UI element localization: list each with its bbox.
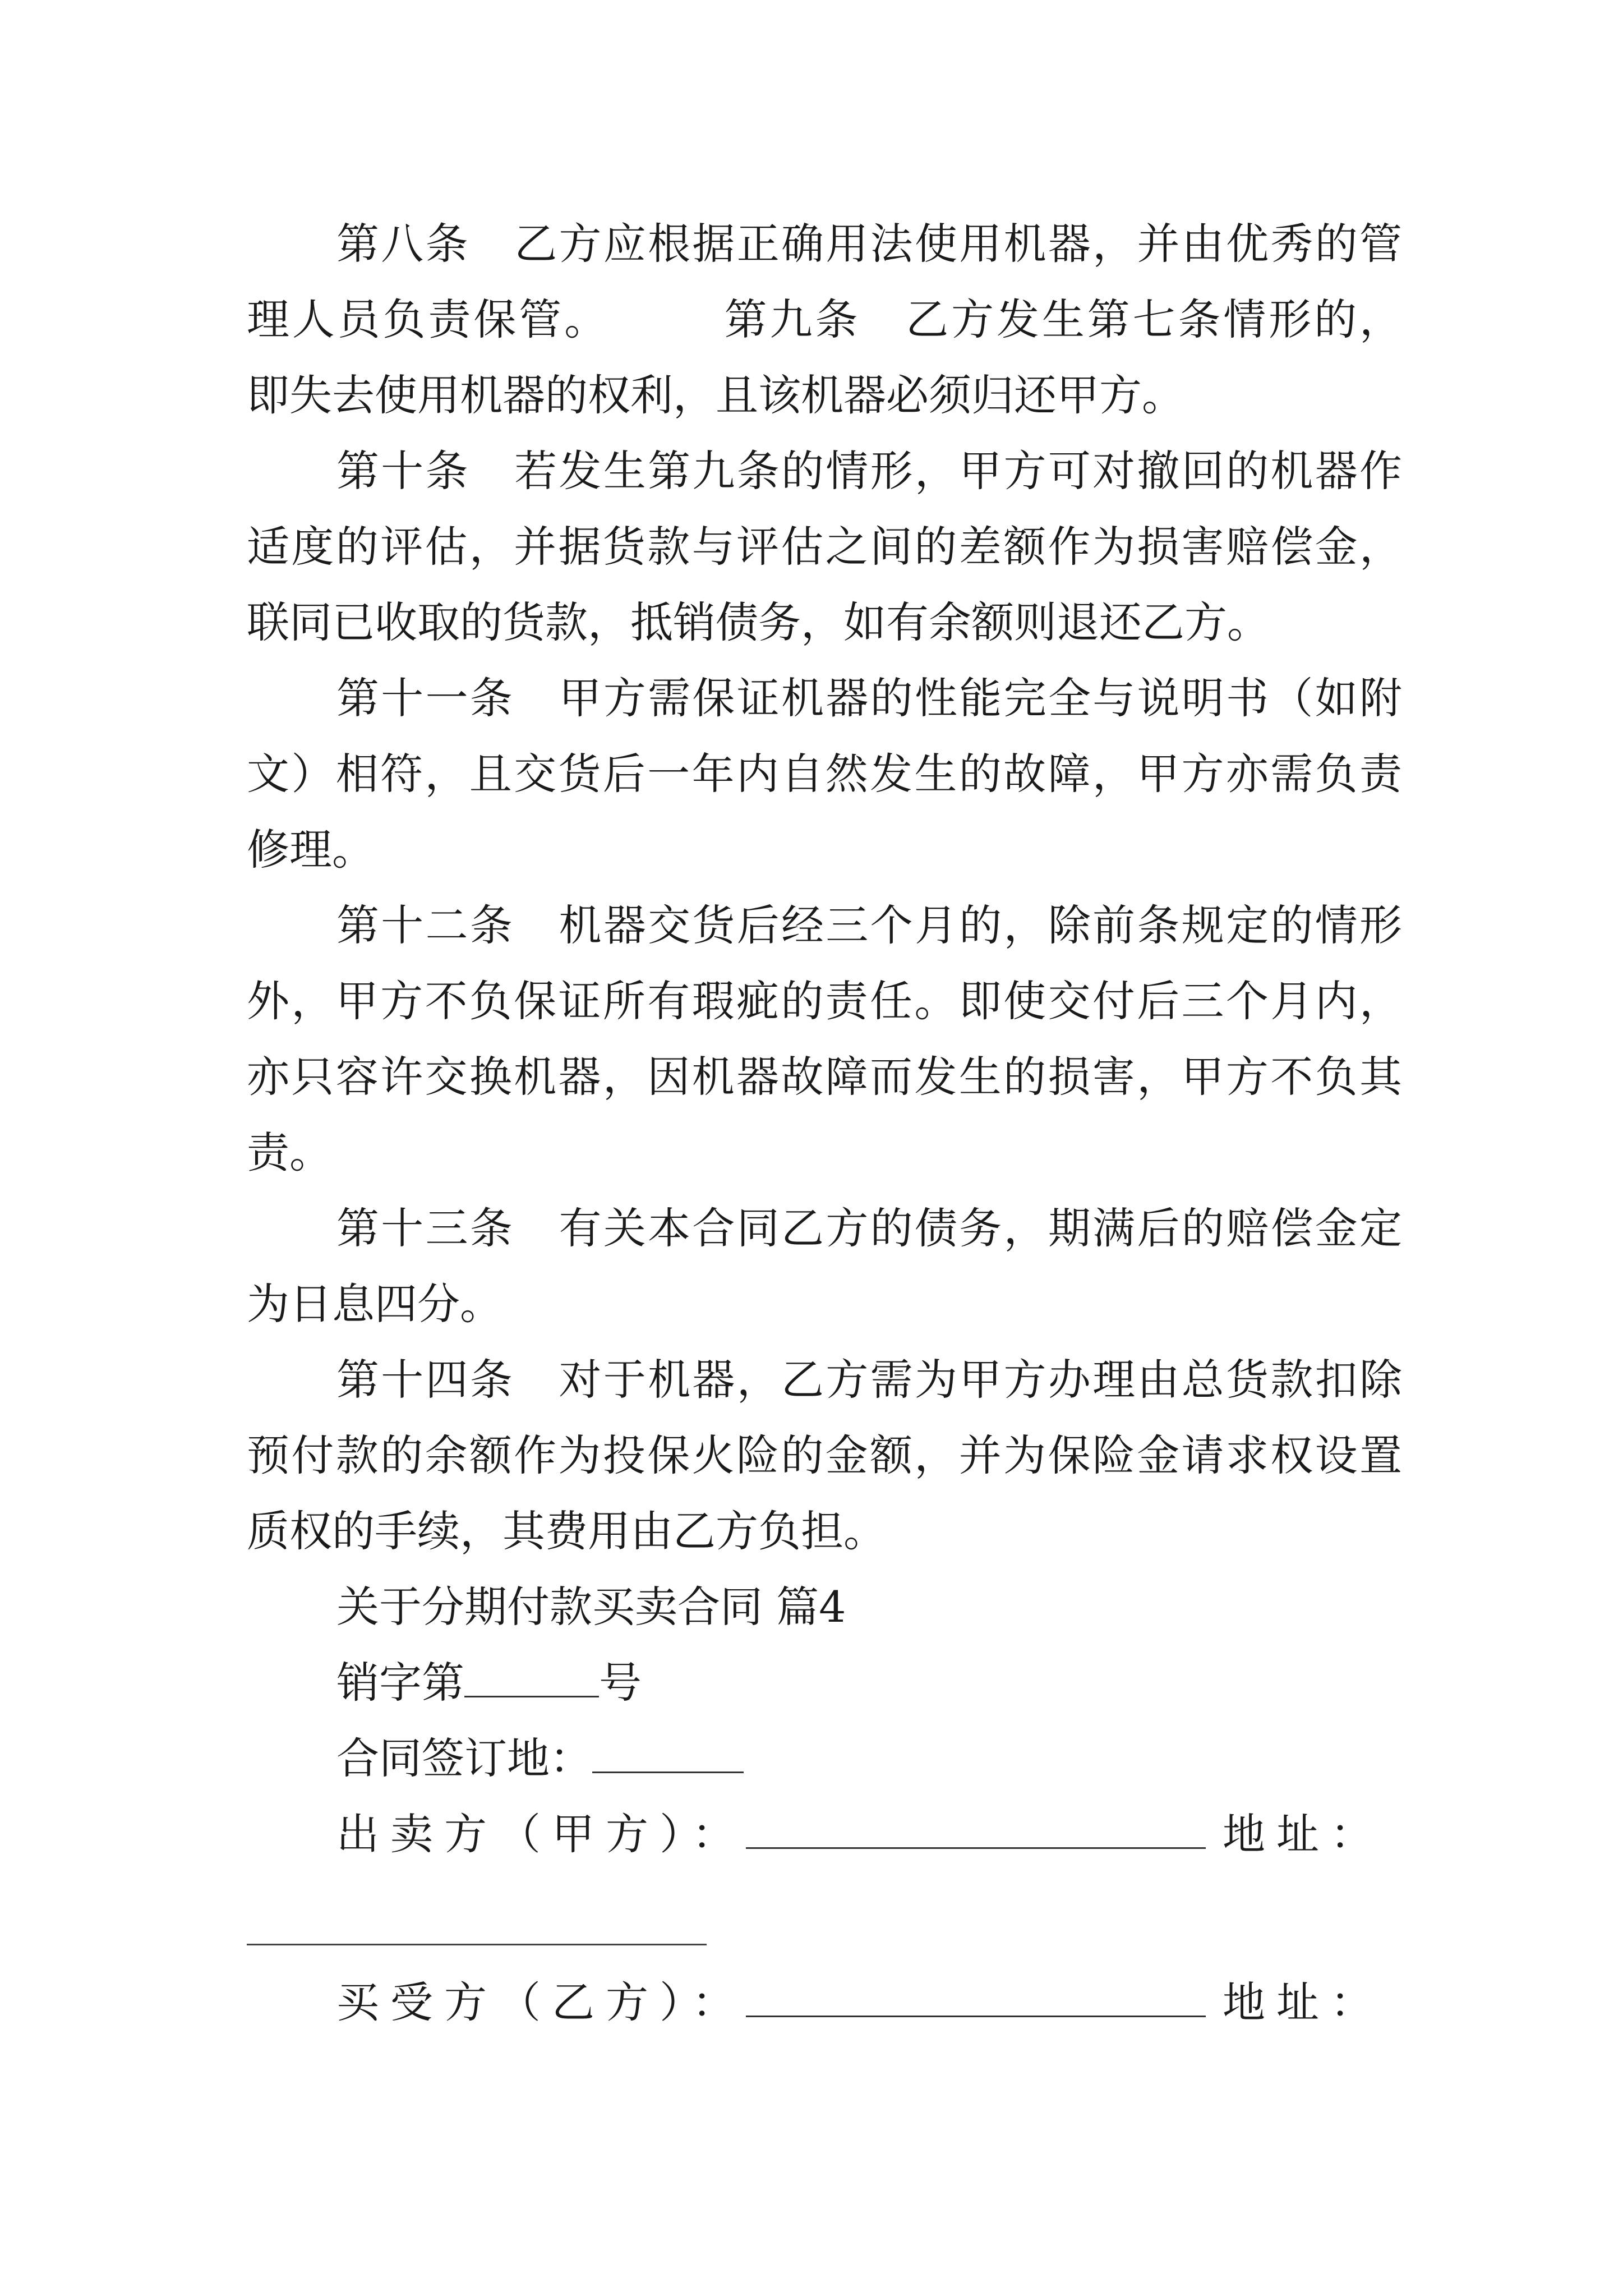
seller-label: 出卖方（甲方）： [336,1809,746,1859]
clause-13-line-2: 为日息四分。 [247,1279,502,1329]
clause-12-line-3: 亦只容许交换机器，因机器故障而发生的损害，甲方不负其 [247,1052,1402,1102]
seller-address-blank [247,1944,707,1945]
contract-number-prefix: 销字第 [336,1658,464,1708]
clause-8-line-1: 第八条 乙方应根据正确用法使用机器，并由优秀的管 [336,219,1402,269]
clause-10-line-1: 第十条 若发生第九条的情形，甲方可对撤回的机器作 [336,446,1402,496]
buyer-label: 买受方（乙方）： [336,1977,746,2027]
contract-number-suffix: 号 [599,1658,642,1708]
clause-14-line-2: 预付款的余额作为投保火险的金额，并为保险金请求权设置 [247,1430,1402,1480]
clause-12-line-2: 外，甲方不负保证所有瑕疵的责任。即使交付后三个月内， [247,976,1402,1026]
seller-name-blank [746,1810,1206,1849]
clause-8-line-2: 理人员负责保管。 第九条 乙方发生第七条情形的， [247,295,1402,344]
seller-address-label: 地址： [1223,1809,1384,1859]
buyer-address-label: 地址： [1223,1977,1384,2027]
clause-10-line-2: 适度的评估，并据货款与评估之间的差额作为损害赔偿金， [247,522,1402,572]
buyer-name-blank [746,1978,1206,2017]
clause-14-line-1: 第十四条 对于机器，乙方需为甲方办理由总货款扣除 [336,1355,1402,1405]
clause-14-line-3: 质权的手续，其费用由乙方负担。 [247,1506,886,1556]
sign-place-label: 合同签订地： [336,1733,592,1783]
clause-13-line-1: 第十三条 有关本合同乙方的债务，期满后的赔偿金定 [336,1203,1402,1253]
buyer-row [336,1975,1402,2031]
section-title: 关于分期付款买卖合同 篇4 [336,1582,846,1632]
clause-9-line-2: 即失去使用机器的权利，且该机器必须归还甲方。 [247,370,1184,420]
contract-number-blank [464,1659,599,1697]
seller-row [336,1806,1402,1862]
clause-12-line-4: 责。 [247,1128,332,1177]
clause-11-line-1: 第十一条 甲方需保证机器的性能完全与说明书（如附 [336,673,1402,723]
clause-12-line-1: 第十二条 机器交货后经三个月的，除前条规定的情形 [336,900,1402,950]
sign-place [336,1731,1402,1787]
contract-number [336,1655,1402,1711]
clause-11-line-2: 文）相符，且交货后一年内自然发生的故障，甲方亦需负责 [247,749,1402,799]
clause-10-line-3: 联同已收取的货款，抵销债务，如有余额则退还乙方。 [247,597,1270,647]
clause-11-line-3: 修理。 [247,825,375,875]
sign-place-blank [592,1734,744,1773]
